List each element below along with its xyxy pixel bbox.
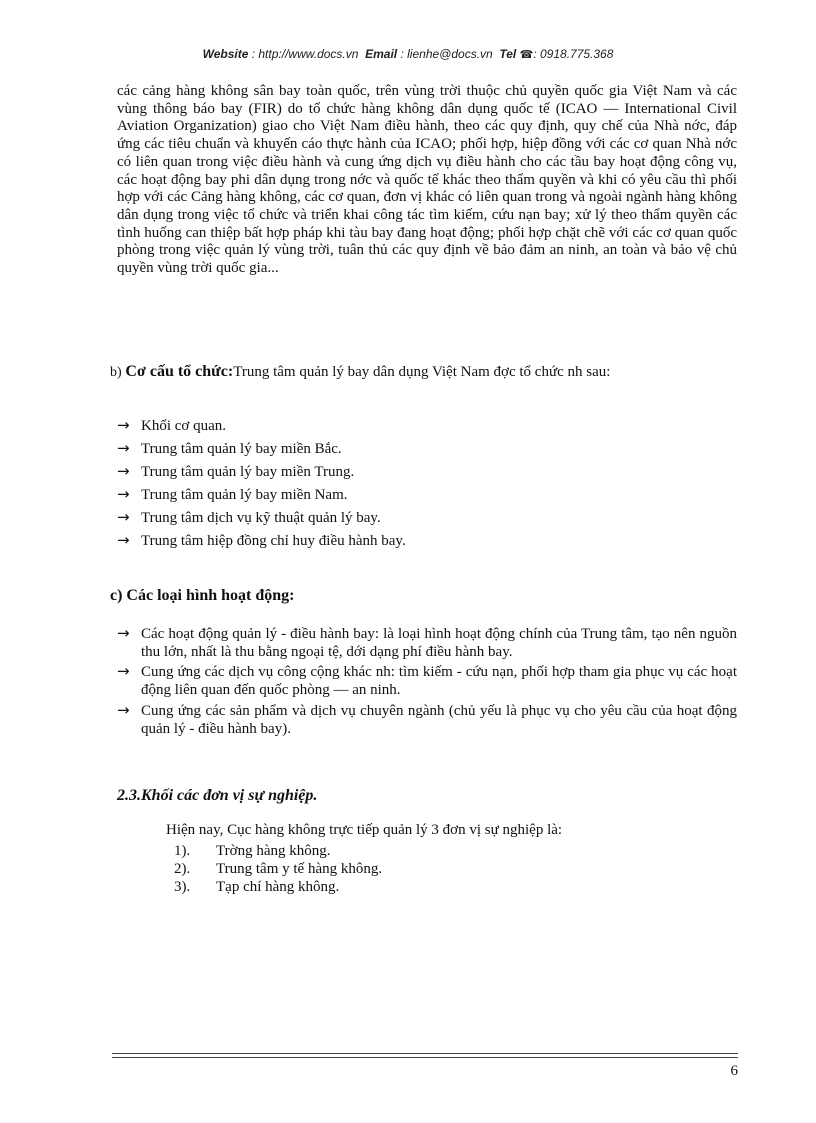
tel-label: Tel: [499, 47, 517, 61]
numbered-list: [174, 842, 382, 896]
page-header: [0, 47, 816, 61]
arrow-right-icon: →: [117, 700, 130, 719]
list-item: 3). Tạp chí hàng không.: [174, 879, 340, 895]
section-b-heading: Cơ cấu tổ chức:: [125, 363, 234, 380]
body-paragraph: các cảng hàng không sân bay toàn quốc, trên vùng trời thuộc chủ quyền quốc gia Việt Nam và các vùng thông báo bay (FIR) do tổ chức hàng không dân dụng quốc tế (ICAO — International Civil Aviation Organization) giao cho Việt Nam điều hành, theo các quy định, quy chế của Nhà nớc, đáp ứng các tiêu chuẩn và khuyến cáo thực hành của ICAO; phối hợp, hiệp đồng với các cơ quan Nhà nớc có liên quan trong việc điều hành và cung ứng dịch vụ điều hành cho các tầu bay hoạt động công vụ, các hoạt động bay phi dân dụng trong nớc và quốc tế khác theo thẩm quyền và khi có yêu cầu thì phối hợp với các Cảng hàng không, các cơ quan, đơn vị khác có liên quan trong và ngoài ngành hàng không dân dụng trong việc tổ chức và triển khai công tác tìm kiếm, cứu nạn bay; xử lý theo thẩm quyền các tình huống can thiệp bất hợp pháp khi tàu bay đang hoạt động; phối hợp chặt chẽ với các cơ quan quốc phòng trong việc quản lý vùng trời, tuân thủ các quy định về bảo đảm an ninh, an toàn và bảo vệ chủ quyền vùng trời quốc gia...: [117, 83, 737, 277]
section-b-list: [117, 418, 737, 556]
arrow-right-icon: →: [117, 439, 130, 457]
footer-divider: [112, 1057, 738, 1058]
list-item: → Trung tâm dịch vụ kỹ thuật quản lý bay.: [117, 508, 381, 526]
section-2-3-heading: 2.3.Khối các đơn vị sự nghiệp.: [117, 787, 318, 804]
arrow-right-icon: →: [117, 624, 130, 642]
list-number: 3).: [174, 879, 191, 895]
list-item: → Cung ứng các dịch vụ công cộng khác nh: tìm kiếm - cứu nạn, phối hợp tham gia phục vụ các hoạt động liên quan đến quốc phòng — an ninh.: [117, 662, 737, 699]
website-value: : http://www.docs.vn: [251, 47, 359, 61]
list-number: 1).: [174, 843, 191, 859]
arrow-right-icon: →: [117, 462, 130, 480]
list-item: → Trung tâm quản lý bay miền Trung.: [117, 462, 355, 480]
arrow-right-icon: →: [117, 531, 130, 549]
list-item: 1). Trờng hàng không.: [174, 843, 331, 859]
website-label: Website: [202, 47, 249, 61]
footer-divider: [112, 1053, 738, 1054]
list-item: → Các hoạt động quản lý - điều hành bay: là loại hình hoạt động chính của Trung tâm, tạo nên nguồn thu lớn, nhất là thu bằng ngoại tệ, dới dạng phí điều hành bay.: [117, 624, 737, 660]
list-item: → Trung tâm quản lý bay miền Nam.: [117, 485, 348, 503]
section-2-3-intro: Hiện nay, Cục hàng không trực tiếp quản lý 3 đơn vị sự nghiệp là:: [166, 822, 563, 838]
section-b-text: Trung tâm quản lý bay dân dụng Việt Nam đợc tổ chức nh sau:: [233, 364, 611, 380]
list-number: 2).: [174, 861, 191, 877]
list-item: 2). Trung tâm y tế hàng không.: [174, 861, 383, 877]
section-b: [110, 363, 738, 382]
telephone-icon: ☎: [519, 49, 534, 61]
section-c-heading: c) Các loại hình hoạt động:: [110, 587, 295, 604]
list-item: → Trung tâm hiệp đồng chỉ huy điều hành bay.: [117, 531, 406, 549]
email-label: Email: [365, 47, 398, 61]
arrow-right-icon: →: [117, 485, 130, 503]
arrow-right-icon: →: [117, 416, 130, 434]
list-item: → Khối cơ quan.: [117, 416, 226, 434]
list-item: → Cung ứng các sản phẩm và dịch vụ chuyên ngành (chủ yếu là phục vụ cho yêu cầu của hoạt động quản lý - điều hành bay).: [117, 700, 737, 737]
arrow-right-icon: →: [117, 508, 130, 526]
tel-value: : 0918.775.368: [533, 47, 614, 61]
arrow-right-icon: →: [117, 662, 130, 681]
section-c-list: [117, 626, 737, 741]
list-item: → Trung tâm quản lý bay miền Bắc.: [117, 439, 342, 457]
section-b-label: b): [110, 365, 122, 380]
page-number: 6: [730, 1063, 738, 1079]
email-value: : lienhe@docs.vn: [400, 47, 493, 61]
